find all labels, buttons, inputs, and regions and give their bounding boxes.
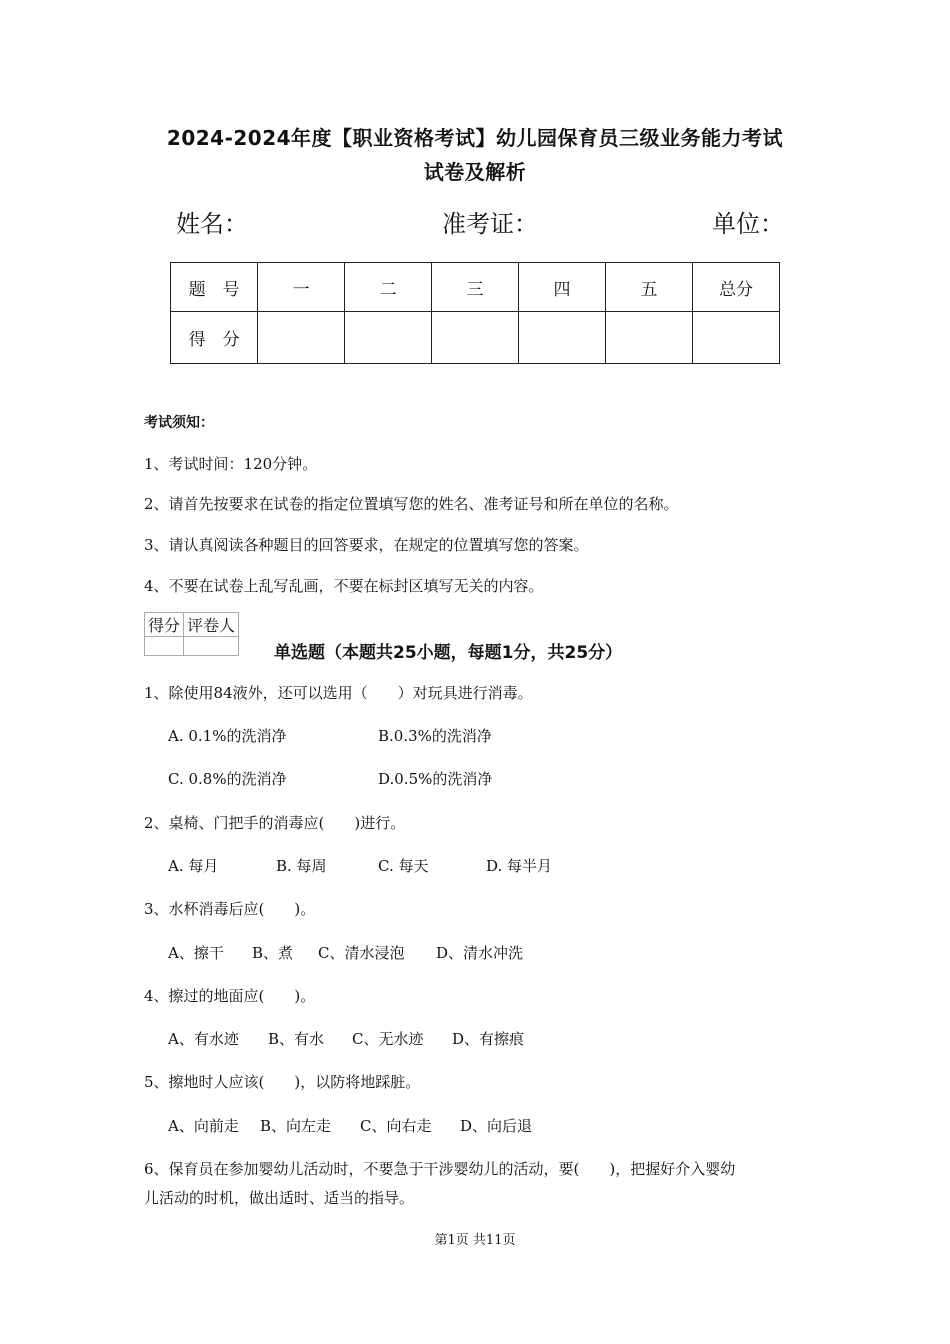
question-stem: 1、除使用84液外，还可以选用（ ）对玩具进行消毒。 [144, 684, 533, 702]
question-option: D. 每半月 [486, 857, 553, 875]
notice-item: 3、请认真阅读各种题目的回答要求，在规定的位置填写您的答案。 [144, 536, 589, 554]
page-footer: 第1页 共11页 [434, 1233, 516, 1248]
question-option: C、向右走 [360, 1117, 432, 1135]
score-table-cell: 二 [345, 263, 432, 312]
score-entry-cell[interactable] [606, 312, 693, 364]
question-stem: 6、保育员在参加婴幼儿活动时，不要急于干涉婴幼儿的活动，要( )，把握好介入婴幼 [144, 1160, 736, 1178]
notice-heading: 考试须知： [144, 415, 214, 431]
question-option: A. 0.1%的洗消净 [168, 727, 287, 745]
name-label: 姓名： [176, 210, 248, 238]
question-option: A、向前走 [168, 1117, 239, 1135]
score-table-cell: 一 [258, 263, 345, 312]
question-option: C、无水迹 [352, 1030, 424, 1048]
score-entry-cell[interactable] [345, 312, 432, 364]
score-table-score-row [171, 312, 780, 364]
question-stem: 5、擦地时人应该( )，以防将地踩脏。 [144, 1073, 421, 1091]
question-option: B、向左走 [260, 1117, 332, 1135]
grader-score-entry[interactable] [145, 637, 184, 656]
score-entry-cell[interactable] [692, 312, 779, 364]
question-option: B.0.3%的洗消净 [378, 727, 492, 745]
question-option: A. 每月 [168, 857, 219, 875]
question-option: D、清水冲洗 [436, 944, 524, 962]
score-entry-cell[interactable] [258, 312, 345, 364]
score-entry-cell[interactable] [519, 312, 606, 364]
score-table [170, 262, 780, 364]
grader-score-label: 得分 [145, 613, 184, 637]
question-stem: 2、桌椅、门把手的消毒应( )进行。 [144, 814, 406, 832]
section-title: 单选题（本题共25小题，每题1分，共25分） [274, 643, 623, 663]
question-option: D.0.5%的洗消净 [378, 770, 493, 788]
grader-name-entry[interactable] [184, 637, 239, 656]
exam-title-line1: 2024-2024年度【职业资格考试】幼儿园保育员三级业务能力考试 [166, 126, 784, 150]
notice-item: 1、考试时间：120分钟。 [144, 455, 318, 473]
notice-item: 2、请首先按要求在试卷的指定位置填写您的姓名、准考证号和所在单位的名称。 [144, 495, 679, 513]
question-stem-continued: 儿活动的时机，做出适时、适当的指导。 [144, 1189, 415, 1207]
score-table-cell: 五 [606, 263, 693, 312]
score-entry-cell[interactable] [432, 312, 519, 364]
question-stem: 3、水杯消毒后应( )。 [144, 900, 316, 918]
score-table-cell: 题 号 [171, 263, 258, 312]
score-table-cell: 三 [432, 263, 519, 312]
question-option: C、清水浸泡 [318, 944, 405, 962]
question-option: B. 每周 [276, 857, 327, 875]
unit-label: 单位： [712, 210, 784, 238]
question-option: C. 每天 [378, 857, 429, 875]
question-stem: 4、擦过的地面应( )。 [144, 987, 316, 1005]
question-option: B、有水 [268, 1030, 325, 1048]
question-option: A、有水迹 [168, 1030, 239, 1048]
notice-item: 4、不要在试卷上乱写乱画，不要在标封区填写无关的内容。 [144, 577, 544, 595]
question-option: D、向后退 [460, 1117, 533, 1135]
grader-box [144, 612, 239, 656]
question-option: C. 0.8%的洗消净 [168, 770, 287, 788]
question-option: A、擦干 [168, 944, 224, 962]
score-table-cell: 得 分 [171, 312, 258, 364]
score-table-cell: 总分 [692, 263, 779, 312]
score-table-cell: 四 [519, 263, 606, 312]
exam-id-label: 准考证： [442, 210, 538, 238]
exam-title-line2: 试卷及解析 [423, 160, 527, 184]
grader-name-label: 评卷人 [184, 613, 239, 637]
question-option: D、有擦痕 [452, 1030, 525, 1048]
question-option: B、煮 [252, 944, 294, 962]
score-table-header-row [171, 263, 780, 312]
